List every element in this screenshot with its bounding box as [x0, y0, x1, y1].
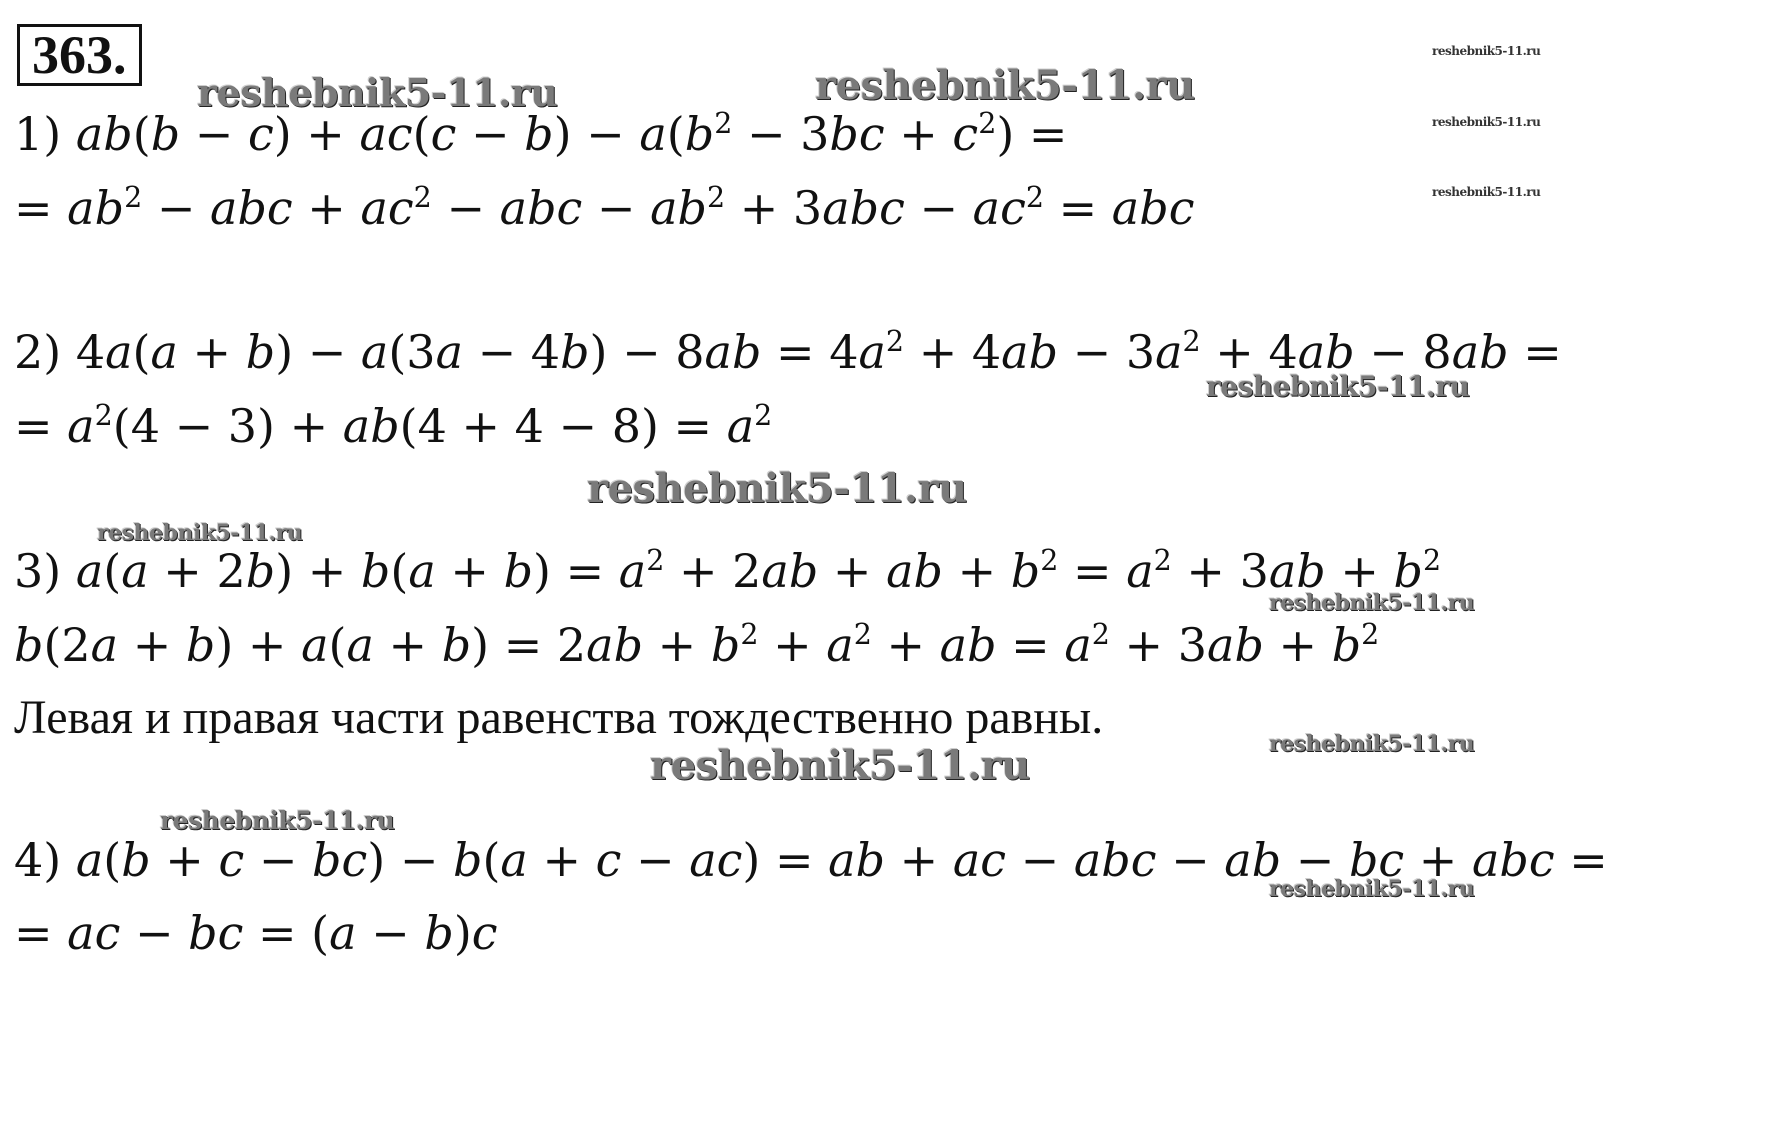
problem-number: 363. [17, 24, 142, 86]
solution-2-line-1: 2) $4a(a + b) - a(3a - 4b) - 8ab = 4a^2 + 4ab - 3a^2 + 4ab - 8ab$ = [14, 324, 1562, 379]
watermark: reshebnik5-11.ru [587, 465, 967, 512]
watermark: reshebnik5-11.ru [1432, 115, 1541, 129]
watermark: reshebnik5-11.ru [650, 742, 1030, 789]
solution-3-conclusion: Левая и правая части равенства тождественно равны. [14, 691, 1104, 744]
solution-1-line-2: = $ab^2$ − abc + $ac^2$ − abc − $ab^2 + 3abc - ac^2$ = abc [14, 180, 1195, 235]
watermark: reshebnik5-11.ru [197, 70, 558, 115]
solution-3-line-1: 3) $a(a + 2b) + b(a + b) = a^2 + 2ab$ + ab + $b^2 = a^2 + 3ab + b^2$ [14, 543, 1442, 598]
watermark: reshebnik5-11.ru [1269, 590, 1475, 616]
watermark: reshebnik5-11.ru [1432, 185, 1541, 199]
watermark: reshebnik5-11.ru [97, 520, 303, 546]
solution-4-line-1: 4) a(b + c − bc) − b(a + c − ac) = ab + ac − abc − ab − bc + abc = [14, 833, 1608, 887]
watermark: reshebnik5-11.ru [1206, 370, 1470, 403]
watermark: reshebnik5-11.ru [1269, 731, 1475, 757]
solution-1-line-1: 1) $ab(b - c) + ac(c - b) - a(b^2 - 3bc + c^2)$ = [14, 106, 1068, 161]
watermark: reshebnik5-11.ru [160, 806, 395, 835]
solution-4-line-2: = ac − bc = (a − b)c [14, 906, 498, 960]
solution-2-line-2: = $a^2(4 - 3) + ab(4 + 4 - 8) = a^2$ [14, 398, 773, 453]
solution-3-line-2: $b(2a + b) + a(a + b) = 2ab + b^2 + a^2$ + ab = $a^2 + 3ab + b^2$ [14, 617, 1380, 672]
watermark: reshebnik5-11.ru [815, 62, 1195, 109]
watermark: reshebnik5-11.ru [1269, 876, 1475, 902]
watermark: reshebnik5-11.ru [1432, 44, 1541, 58]
